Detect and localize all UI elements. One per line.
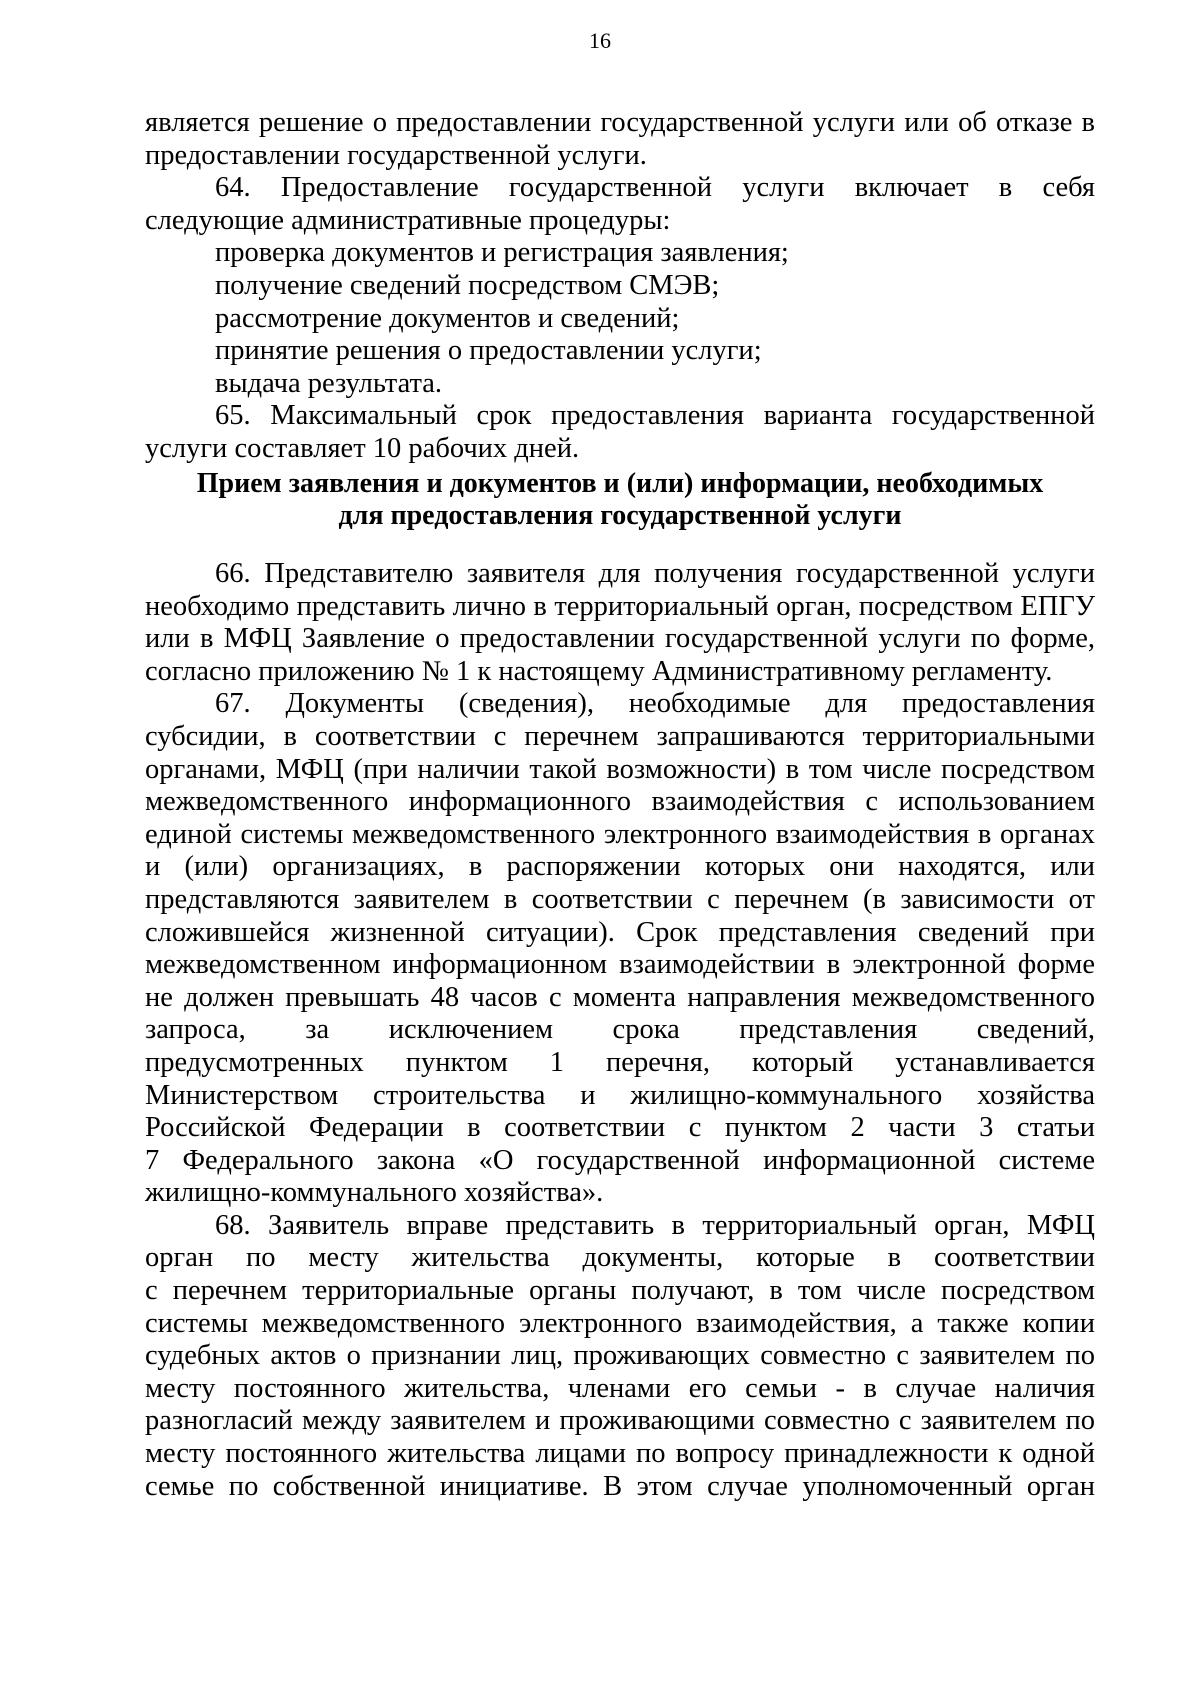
text-line: предоставлении государственной услуги. <box>145 139 647 171</box>
text-line: согласно приложению № 1 к настоящему Административному регламенту. <box>145 655 1053 687</box>
text-line: орган по месту жительства документы, которые в соответствии <box>145 1242 1095 1274</box>
text-line: Российской Федерации в соответствии с пунктом 2 части 3 статьи <box>145 1112 1095 1144</box>
text-line: единой системы межведомственного электронного взаимодействия в органах <box>145 818 1095 850</box>
text-line: судебных актов о признании лиц, проживающих совместно с заявителем по <box>145 1340 1095 1372</box>
text-line: субсидии, в соответствии с перечнем запрашиваются территориальными <box>145 720 1095 752</box>
text-line: жилищно-коммунального хозяйства». <box>145 1177 604 1209</box>
text-line: получение сведений посредством СМЭВ; <box>215 269 720 301</box>
text-line: является решение о предоставлении государственной услуги или об отказе в <box>145 107 1095 138</box>
text-line: принятие решения о предоставлении услуги; <box>215 335 762 367</box>
text-line: и (или) организациях, в распоряжении которых они находятся, или <box>145 851 1095 883</box>
text-line: 68. Заявитель вправе представить в территориальный орган, МФЦ <box>215 1209 1095 1241</box>
text-line: не должен превышать 48 часов с момента направления межведомственного <box>145 981 1095 1013</box>
text-line: услуги составляет 10 рабочих дней. <box>145 432 580 464</box>
text-line: межведомственного информационного взаимодействия с использованием <box>145 786 1095 818</box>
text-line: сложившейся жизненной ситуации). Срок представления сведений при <box>145 916 1095 948</box>
text-line: разногласий между заявителем и проживающими совместно с заявителем по <box>145 1405 1095 1437</box>
text-line: месту постоянного жительства лицами по вопросу принадлежности к одной <box>145 1438 1095 1470</box>
text-line: или в МФЦ Заявление о предоставлении государственной услуги по форме, <box>145 623 1095 655</box>
text-line: представляются заявителем в соответствии с перечнем (в зависимости от <box>145 883 1095 915</box>
text-line: следующие административные процедуры: <box>145 204 671 236</box>
text-line: Министерством строительства и жилищно-коммунального хозяйства <box>145 1079 1095 1111</box>
text-line: необходимо представить лично в территориальный орган, посредством ЕПГУ <box>145 590 1095 622</box>
text-line: 64. Предоставление государственной услуги включает в себя <box>215 172 1095 204</box>
text-line: предусмотренных пунктом 1 перечня, который устанавливается <box>145 1046 1095 1078</box>
text-line: выдача результата. <box>215 367 443 399</box>
text-line: месту постоянного жительства, членами его семьи - в случае наличия <box>145 1372 1095 1404</box>
text-line: с перечнем территориальные органы получают, в том числе посредством <box>145 1275 1095 1307</box>
text-line: 67. Документы (сведения), необходимые для предоставления <box>215 688 1095 720</box>
text-line: системы межведомственного электронного взаимодействия, а также копии <box>145 1307 1095 1339</box>
page-number: 16 <box>589 28 611 53</box>
text-line: рассмотрение документов и сведений; <box>215 302 680 334</box>
text-line: 7 Федерального закона «О государственной информационной системе <box>145 1144 1095 1176</box>
text-line: семье по собственной инициативе. В этом случае уполномоченный орган <box>145 1470 1095 1502</box>
text-line: органами, МФЦ (при наличии такой возможности) в том числе посредством <box>145 753 1095 785</box>
text-block-main <box>145 558 1095 1503</box>
section-heading <box>145 468 1095 532</box>
heading-line: для предоставления государственной услуги <box>338 500 902 531</box>
text-block-top <box>145 107 1095 466</box>
text-line: проверка документов и регистрация заявления; <box>215 237 789 269</box>
heading-line: Прием заявления и документов и (или) информации, необходимых <box>196 468 1044 499</box>
text-line: запроса, за исключением срока представления сведений, <box>145 1014 1095 1046</box>
text-line: 65. Максимальный срок предоставления варианта государственной <box>215 400 1095 432</box>
text-line: межведомственном информационном взаимодействии в электронной форме <box>145 949 1095 981</box>
text-line: 66. Представителю заявителя для получения государственной услуги <box>215 558 1095 589</box>
